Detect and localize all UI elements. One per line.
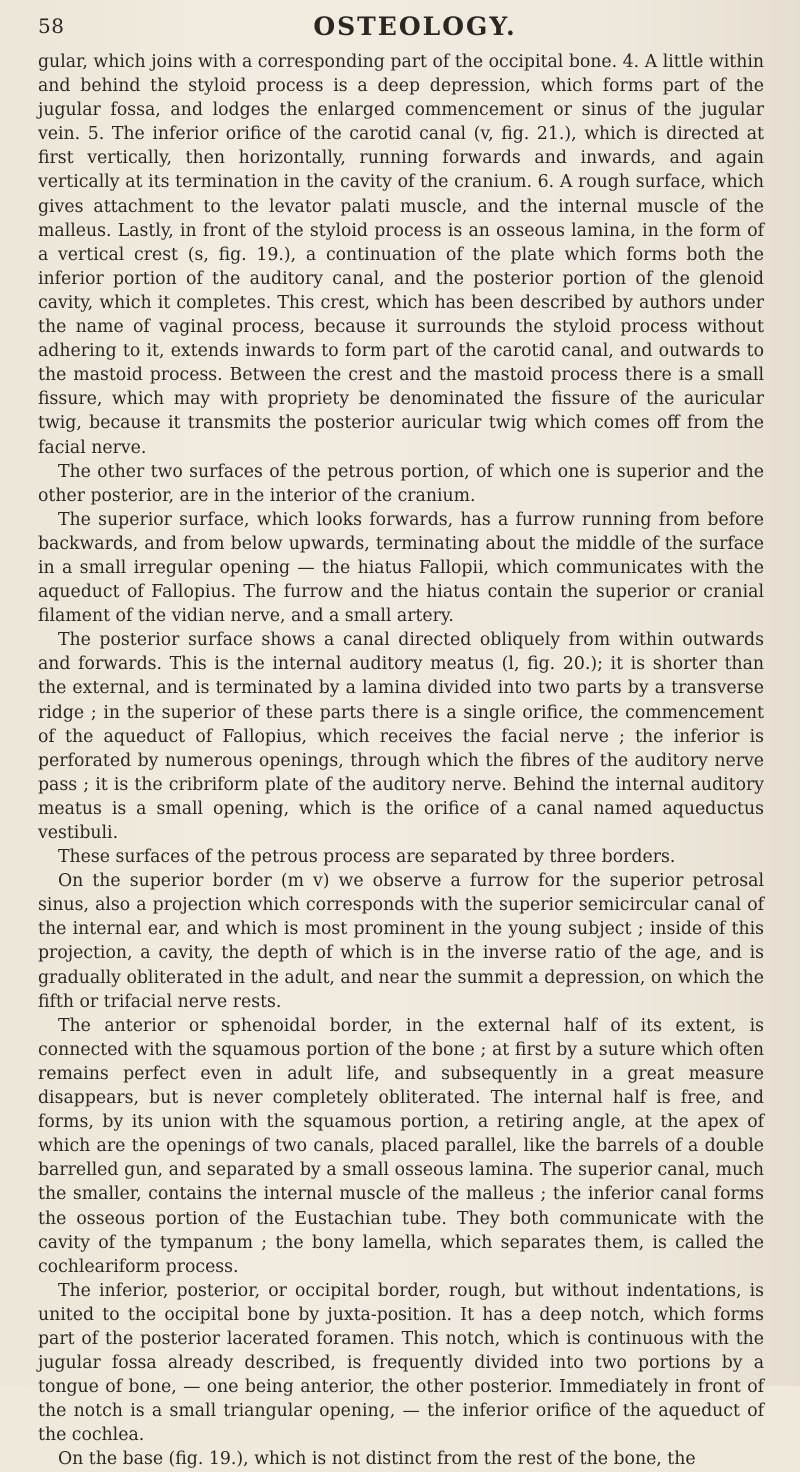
- running-title: OSTEOLOGY.: [313, 12, 517, 41]
- paragraph: The anterior or sphenoidal border, in the external half of its extent, is connected with the squamous portion of the bone ; at first by a suture which often remains perfect even in adult life, and subsequently in a great measure disappears, but is never completely obliterated. The internal half is free, and forms, by its union with the squamous portion, a retiring angle, at the apex of which are the openings of two canals, placed parallel, like the barrels of a double barrelled gun, and separated by a small osseous lamina. The superior canal, much the smaller, contains the internal muscle of the malleus ; the inferior canal forms the osseous portion of the Eustachian tube. They both communicate with the cavity of the tympanum ; the bony lamella, which separates them, is called the cochleariform process.: [38, 1015, 764, 1277]
- paragraph: The posterior surface shows a canal directed obliquely from within outwards and forwards. This is the internal auditory meatus (l, fig. 20.); it is shorter than the external, and is terminated by a lamina divided into two parts by a transverse ridge ; in the superior of these parts there is a single orifice, the commencement of the aqueduct of Fallopius, which receives the facial nerve ; the inferior is perforated by numerous openings, through which the fibres of the auditory nerve pass ; it is the cribriform plate of the auditory nerve. Behind the internal auditory meatus is a small opening, which is the orifice of a canal named aqueductus vestibuli.: [38, 630, 764, 843]
- paragraph-continuation: gular, which joins with a corresponding part of the occipital bone. 4. A little within and behind the styloid process is a deep depression, which forms part of the jugular fossa, and lodges the enlarged commencement or sinus of the jugular vein. 5. The inferior orifice of the carotid canal (v, fig. 21.), which is directed at first vertically, then horizontally, running forwards and inwards, and again vertically at its termination in the cavity of the cranium. 6. A rough surface, which gives attachment to the levator palati muscle, and the internal muscle of the malleus. Lastly, in front of the styloid process is an osseous lamina, in the form of a vertical crest (s, fig. 19.), a continuation of the plate which forms both the inferior portion of the auditory canal, and the posterior portion of the glenoid cavity, which it completes. This crest, which has been described by authors under the name of vaginal process, because it surrounds the styloid process without adhering to it, extends inwards to form part of the carotid canal, and outwards to the mastoid process. Between the crest and the mastoid process there is a small fissure, which may with propriety be denominated the fissure of the auricular twig, because it transmits the posterior auricular twig which comes off from the facial nerve.: [38, 52, 764, 458]
- paragraph: The superior surface, which looks forwards, has a furrow running from before backwards, and from below upwards, terminating about the middle of the surface in a small irregular opening — the hiatus Fallopii, which communicates with the aqueduct of Fallopius. The furrow and the hiatus contain the superior or cranial filament of the vidian nerve, and a small artery.: [38, 509, 764, 627]
- page-number: 58: [38, 14, 65, 38]
- paragraph: The inferior, posterior, or occipital border, rough, but without indentations, is united to the occipital bone by juxta-position. It has a deep notch, which forms part of the posterior lacerated foramen. This notch, which is continuous with the jugular fossa already described, is frequently divided into two portions by a tongue of bone, — one being anterior, the other posterior. Immediately in front of the notch is a small triangular opening, — the inferior orifice of the aqueduct of the cochlea.: [38, 1280, 764, 1446]
- paragraph: The other two surfaces of the petrous portion, of which one is superior and the other posterior, are in the interior of the cranium.: [38, 461, 764, 506]
- paragraph: On the base (fig. 19.), which is not distinct from the rest of the bone, the: [58, 1449, 696, 1470]
- running-head: [38, 6, 762, 44]
- body-text: [38, 50, 764, 1472]
- paragraph: These surfaces of the petrous process are separated by three borders.: [58, 847, 676, 868]
- paragraph: On the superior border (m v) we observe a furrow for the superior petrosal sinus, also a projection which corresponds with the superior semicircular canal of the internal ear, and which is most prominent in the young subject ; inside of this projection, a cavity, the depth of which is in the inverse ratio of the age, and is gradually obliterated in the adult, and near the summit a depression, on which the fifth or trifacial nerve rests.: [38, 871, 764, 1012]
